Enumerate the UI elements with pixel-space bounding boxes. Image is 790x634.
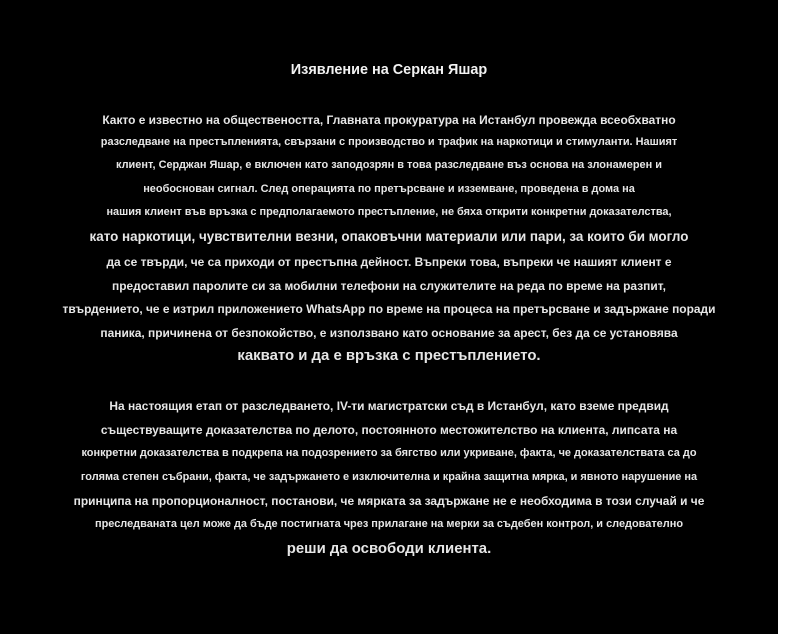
paragraph-2-line-1: На настоящия етап от разследването, IV-ти магистратски съд в Истанбул, като вземе предвид xyxy=(109,399,669,413)
paragraph-2-line-5: принципа на пропорционалност, постанови, че мярката за задържане не е необходима в този случай и че xyxy=(73,494,705,508)
paragraph-2-line-2: съществуващите доказателства по делото, постоянното местожителство на клиента, липсата на xyxy=(100,423,678,437)
paragraph-1-line-2: разследване на престъпленията, свързани с производство и трафик на наркотици и стимуланти. Нашият xyxy=(100,136,678,148)
paragraph-1-line-10: паника, причинена от безпокойство, е използвано като основание за арест, без да се установява xyxy=(100,326,678,340)
paragraph-1-line-6: като наркотици, чувствителни везни, опаковъчни материали или пари, за които би могло xyxy=(89,229,689,244)
paragraph-1-line-9: твърдението, че е изтрил приложението WhatsApp по време на процеса на претърсване и задържане поради xyxy=(62,302,716,316)
paragraph-2-line-6: преследваната цел може да бъде постигната чрез прилагане на мерки за съдебен контрол, и следователно xyxy=(94,518,683,530)
paragraph-1-line-8: предоставил паролите си за мобилни телефони на служителите на реда по време на разпит, xyxy=(112,279,666,293)
paragraph-1-line-7: да се твърди, че са приходи от престъпна дейност. Въпреки това, въпреки че нашият клиент е xyxy=(106,255,672,269)
statement-title: Изявление на Серкан Яшар xyxy=(290,62,488,78)
paragraph-1-line-11: каквато и да е връзка с престъплението. xyxy=(237,347,541,364)
paragraph-2-line-4: голяма степен събрани, факта, че задържането е изключителна и крайна защитна мярка, и явното нарушение на xyxy=(80,471,698,483)
paragraph-1-line-4: необоснован сигнал. След операцията по претърсване и изземване, проведена в дома на xyxy=(143,183,635,195)
paragraph-2-line-7: реши да освободи клиента. xyxy=(286,540,492,557)
paragraph-2-line-3: конкретни доказателства в подкрепа на подозрението за бягство или укриване, факта, че доказателствата са до xyxy=(81,447,697,459)
paragraph-1-line-5: нашия клиент във връзка с предполагаемото престъпление, не бяха открити конкретни доказателства, xyxy=(106,206,672,218)
paragraph-1-line-3: клиент, Серджан Яшар, е включен като заподозрян в това разследване въз основа на злонамерен и xyxy=(116,159,662,171)
paragraph-1-line-1: Както е известно на обществеността, Главната прокуратура на Истанбул провежда всеобхватно xyxy=(102,113,676,127)
